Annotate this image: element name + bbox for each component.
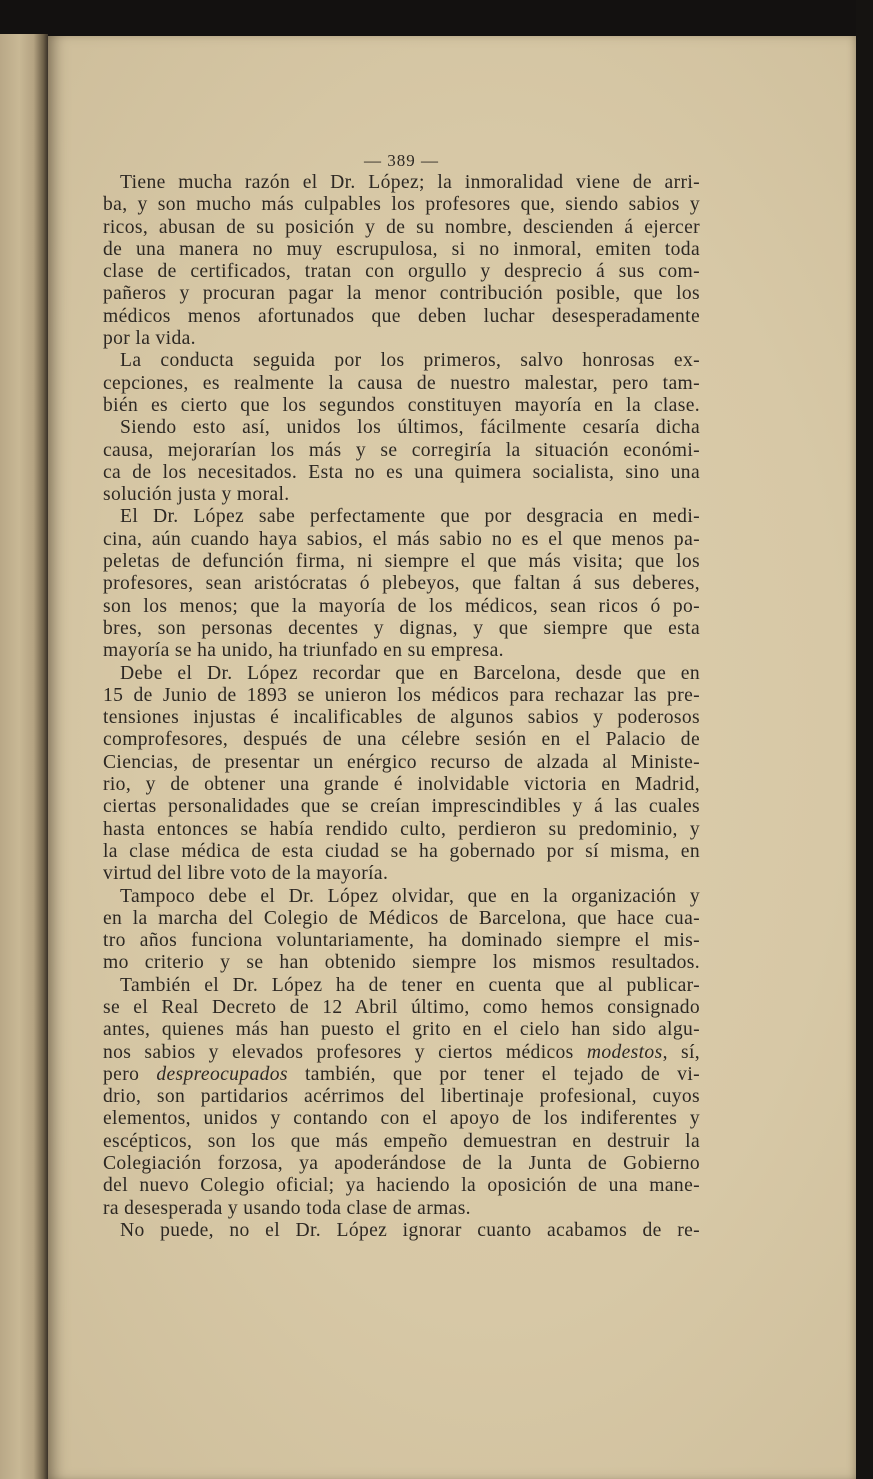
text-line: ra desesperada y usando toda clase de armas.: [103, 1197, 471, 1219]
text-line: hasta entonces se había rendido culto, perdieron su predominio, y: [103, 818, 700, 840]
text-line: cepciones, es realmente la causa de nuestro malestar, pero tam-: [103, 372, 700, 394]
text-line: peletas de defunción firma, ni siempre el que más visita; que los: [103, 551, 700, 573]
text-line: virtud del libre voto de la mayoría.: [103, 863, 389, 885]
text-line: No puede, no el Dr. López ignorar cuanto acabamos de re-: [120, 1219, 700, 1241]
text-line: bres, son personas decentes y dignas, y que siempre que esta: [103, 617, 700, 639]
text-line: ca de los necesitados. Esta no es una quimera socialista, sino una: [103, 461, 700, 483]
paragraph: [103, 506, 700, 662]
text-line: médicos menos afortunados que deben luchar desesperadamente: [103, 305, 700, 327]
text-line: Siendo esto así, unidos los últimos, fácilmente cesaría dicha: [120, 417, 700, 439]
text-line: antes, quienes más han puesto el grito en el cielo han sido algu-: [103, 1019, 700, 1041]
text-line: [103, 1064, 700, 1086]
text-segment: nos sabios y elevados profesores y ciertos médicos: [103, 1041, 587, 1063]
text-line: drio, son partidarios acérrimos del libertinaje profesional, cuyos: [103, 1086, 700, 1108]
text-line: Colegiación forzosa, ya apoderándose de la Junta de Gobierno: [103, 1153, 700, 1175]
text-line: clase de certificados, tratan con orgullo y desprecio á sus com-: [103, 261, 700, 283]
text-line: elementos, unidos y contando con el apoyo de los indiferentes y: [103, 1108, 700, 1130]
text-line: de una manera no muy escrupulosa, si no inmoral, emiten toda: [103, 238, 700, 260]
left-page-edge: [0, 34, 48, 1479]
text-line: rio, y de obtener una grande é inolvidable victoria en Madrid,: [103, 774, 700, 796]
text-segment: pero: [103, 1063, 157, 1085]
paragraph: [103, 1220, 700, 1242]
paragraph: [103, 663, 700, 886]
text-line: ciertas personalidades que se creían imprescindibles y á las cuales: [103, 796, 700, 818]
text-line: en la marcha del Colegio de Médicos de Barcelona, que hace cua-: [103, 907, 700, 929]
text-line: También el Dr. López ha de tener en cuenta que al publicar-: [120, 974, 700, 996]
body-text: [103, 172, 700, 1242]
paragraph: [103, 417, 700, 506]
paragraph: [103, 975, 700, 1220]
text-line: escépticos, son los que más empeño demuestran en destruir la: [103, 1130, 700, 1152]
text-line: [103, 1042, 700, 1064]
right-scan-border: [856, 0, 873, 1479]
text-line: pañeros y procuran pagar la menor contribución posible, que los: [103, 283, 700, 305]
text-line: ba, y son mucho más culpables los profesores que, siendo sabios y: [103, 194, 700, 216]
text-line: profesores, sean aristócratas ó plebeyos, que faltan á sus deberes,: [103, 573, 700, 595]
text-line: Tiene mucha razón el Dr. López; la inmoralidad viene de arri-: [120, 172, 700, 193]
text-line: mayoría se ha unido, ha triunfado en su empresa.: [103, 640, 504, 662]
italic-text: modestos: [586, 1041, 663, 1063]
italic-text: despreocupados: [156, 1063, 288, 1085]
text-line: 15 de Junio de 1893 se unieron los médicos para rechazar las pre-: [103, 684, 700, 706]
text-line: El Dr. López sabe perfectamente que por desgracia en medi-: [120, 506, 700, 528]
text-line: tensiones injustas é incalificables de algunos sabios y poderosos: [103, 707, 700, 729]
text-line: La conducta seguida por los primeros, salvo honrosas ex-: [120, 350, 700, 372]
text-line: por la vida.: [103, 328, 196, 350]
text-line: Debe el Dr. López recordar que en Barcelona, desde que en: [120, 662, 700, 684]
text-line: Ciencias, de presentar un enérgico recurso de alzada al Ministe-: [103, 751, 700, 773]
text-line: Tampoco debe el Dr. López olvidar, que en la organización y: [120, 885, 700, 907]
text-line: bién es cierto que los segundos constituyen mayoría en la clase.: [103, 394, 700, 416]
text-segment: , sí,: [662, 1041, 700, 1063]
text-line: se el Real Decreto de 12 Abril último, como hemos consignado: [103, 996, 700, 1018]
text-line: la clase médica de esta ciudad se ha gobernado por sí misma, en: [103, 840, 700, 862]
paragraph: [103, 172, 700, 350]
top-scan-border: [0, 0, 873, 36]
text-line: tro años funciona voluntariamente, ha dominado siempre el mis-: [103, 930, 700, 952]
text-line: comprofesores, después de una célebre sesión en el Palacio de: [103, 729, 700, 751]
text-line: causa, mejorarían los más y se corregiría la situación económi-: [103, 439, 700, 461]
text-line: cina, aún cuando haya sabios, el más sabio no es el que menos pa-: [103, 528, 700, 550]
text-line: mo criterio y se han obtenido siempre los mismos resultados.: [103, 952, 700, 974]
paragraph: [103, 350, 700, 417]
text-segment: también, que por tener el tejado de vi-: [287, 1063, 701, 1085]
text-line: ricos, abusan de su posición y de su nombre, descienden á ejercer: [103, 216, 700, 238]
text-line: del nuevo Colegio oficial; ya haciendo la oposición de una mane-: [103, 1175, 700, 1197]
text-line: solución justa y moral.: [103, 484, 290, 506]
page-number: — 389 —: [364, 151, 439, 170]
paragraph: [103, 886, 700, 975]
text-line: son los menos; que la mayoría de los médicos, sean ricos ó po-: [103, 595, 700, 617]
